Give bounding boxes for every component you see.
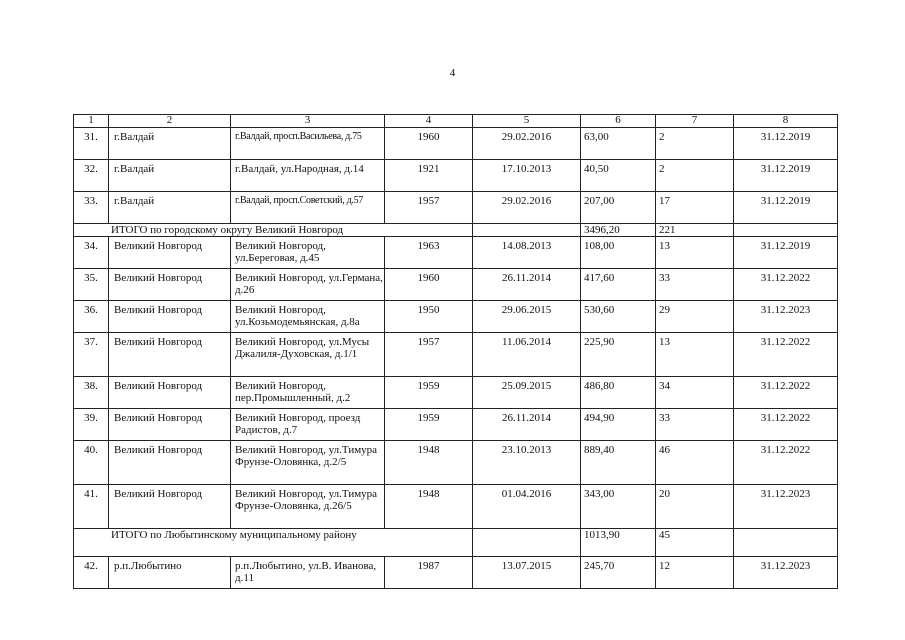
table-row xyxy=(74,269,838,301)
total-row xyxy=(74,224,838,237)
date-cell: 26.11.2014 xyxy=(473,269,581,301)
deadline-cell: 31.12.2022 xyxy=(734,269,838,301)
count-cell: 20 xyxy=(656,485,734,529)
address-cell: Великий Новгород, проезд Радистов, д.7 xyxy=(231,409,385,441)
header-cell: 4 xyxy=(385,115,473,128)
header-cell: 5 xyxy=(473,115,581,128)
date-cell: 26.11.2014 xyxy=(473,409,581,441)
total-empty xyxy=(473,529,581,557)
total-area: 3496,20 xyxy=(581,224,656,237)
row-number: 41. xyxy=(74,485,109,529)
row-number: 35. xyxy=(74,269,109,301)
date-cell: 17.10.2013 xyxy=(473,160,581,192)
table-row xyxy=(74,409,838,441)
deadline-cell: 31.12.2022 xyxy=(734,377,838,409)
area-cell: 530,60 xyxy=(581,301,656,333)
total-empty xyxy=(473,224,581,237)
year-cell: 1963 xyxy=(385,237,473,269)
total-count: 45 xyxy=(656,529,734,557)
area-cell: 245,70 xyxy=(581,557,656,589)
count-cell: 12 xyxy=(656,557,734,589)
header-cell: 1 xyxy=(74,115,109,128)
year-cell: 1959 xyxy=(385,377,473,409)
count-cell: 33 xyxy=(656,409,734,441)
year-cell: 1959 xyxy=(385,409,473,441)
housing-table xyxy=(73,114,838,589)
settlement-cell: Великий Новгород xyxy=(109,333,231,377)
table-row xyxy=(74,377,838,409)
year-cell: 1950 xyxy=(385,301,473,333)
table-row xyxy=(74,128,838,160)
address-cell: Великий Новгород, ул.Козьмодемьянская, д.8а xyxy=(231,301,385,333)
date-cell: 29.02.2016 xyxy=(473,128,581,160)
row-number: 38. xyxy=(74,377,109,409)
year-cell: 1960 xyxy=(385,269,473,301)
address-cell: г.Валдай, ул.Народная, д.14 xyxy=(231,160,385,192)
area-cell: 108,00 xyxy=(581,237,656,269)
header-cell: 8 xyxy=(734,115,838,128)
address-cell: Великий Новгород, ул.Тимура Фрунзе-Оловянка, д.2/5 xyxy=(231,441,385,485)
deadline-cell: 31.12.2022 xyxy=(734,409,838,441)
total-label: ИТОГО по Любытинскому муниципальному району xyxy=(74,529,473,557)
settlement-cell: Великий Новгород xyxy=(109,441,231,485)
table-row xyxy=(74,441,838,485)
row-number: 37. xyxy=(74,333,109,377)
header-cell: 7 xyxy=(656,115,734,128)
area-cell: 417,60 xyxy=(581,269,656,301)
address-cell: Великий Новгород, пер.Промышленный, д.2 xyxy=(231,377,385,409)
settlement-cell: г.Валдай xyxy=(109,160,231,192)
date-cell: 29.02.2016 xyxy=(473,192,581,224)
area-cell: 225,90 xyxy=(581,333,656,377)
count-cell: 46 xyxy=(656,441,734,485)
count-cell: 17 xyxy=(656,192,734,224)
deadline-cell: 31.12.2023 xyxy=(734,557,838,589)
row-number: 33. xyxy=(74,192,109,224)
area-cell: 40,50 xyxy=(581,160,656,192)
deadline-cell: 31.12.2019 xyxy=(734,237,838,269)
row-number: 40. xyxy=(74,441,109,485)
area-cell: 486,80 xyxy=(581,377,656,409)
year-cell: 1948 xyxy=(385,441,473,485)
deadline-cell: 31.12.2023 xyxy=(734,485,838,529)
address-cell: р.п.Любытино, ул.В. Иванова, д.11 xyxy=(231,557,385,589)
count-cell: 2 xyxy=(656,128,734,160)
settlement-cell: Великий Новгород xyxy=(109,377,231,409)
row-number: 39. xyxy=(74,409,109,441)
deadline-cell: 31.12.2022 xyxy=(734,441,838,485)
date-cell: 13.07.2015 xyxy=(473,557,581,589)
count-cell: 2 xyxy=(656,160,734,192)
settlement-cell: Великий Новгород xyxy=(109,301,231,333)
settlement-cell: р.п.Любытино xyxy=(109,557,231,589)
count-cell: 13 xyxy=(656,237,734,269)
area-cell: 343,00 xyxy=(581,485,656,529)
total-empty xyxy=(734,224,838,237)
total-area: 1013,90 xyxy=(581,529,656,557)
settlement-cell: Великий Новгород xyxy=(109,409,231,441)
date-cell: 01.04.2016 xyxy=(473,485,581,529)
address-cell: Великий Новгород, ул.Тимура Фрунзе-Оловянка, д.26/5 xyxy=(231,485,385,529)
date-cell: 23.10.2013 xyxy=(473,441,581,485)
address-cell: г.Валдай, просп.Советский, д.57 xyxy=(231,192,385,224)
count-cell: 33 xyxy=(656,269,734,301)
settlement-cell: г.Валдай xyxy=(109,128,231,160)
row-number: 34. xyxy=(74,237,109,269)
row-number: 32. xyxy=(74,160,109,192)
row-number: 36. xyxy=(74,301,109,333)
total-label: ИТОГО по городскому округу Великий Новгород xyxy=(74,224,473,237)
settlement-cell: Великий Новгород xyxy=(109,485,231,529)
date-cell: 25.09.2015 xyxy=(473,377,581,409)
header-cell: 6 xyxy=(581,115,656,128)
settlement-cell: Великий Новгород xyxy=(109,237,231,269)
table-row xyxy=(74,485,838,529)
year-cell: 1957 xyxy=(385,333,473,377)
area-cell: 207,00 xyxy=(581,192,656,224)
table-row xyxy=(74,301,838,333)
header-cell: 2 xyxy=(109,115,231,128)
year-cell: 1987 xyxy=(385,557,473,589)
deadline-cell: 31.12.2019 xyxy=(734,128,838,160)
total-empty xyxy=(734,529,838,557)
row-number: 31. xyxy=(74,128,109,160)
address-cell: Великий Новгород, ул.Мусы Джалиля-Духовская, д.1/1 xyxy=(231,333,385,377)
count-cell: 34 xyxy=(656,377,734,409)
year-cell: 1948 xyxy=(385,485,473,529)
table-row xyxy=(74,557,838,589)
settlement-cell: Великий Новгород xyxy=(109,269,231,301)
date-cell: 29.06.2015 xyxy=(473,301,581,333)
total-row xyxy=(74,529,838,557)
table-row xyxy=(74,160,838,192)
table-row xyxy=(74,333,838,377)
area-cell: 889,40 xyxy=(581,441,656,485)
count-cell: 13 xyxy=(656,333,734,377)
date-cell: 14.08.2013 xyxy=(473,237,581,269)
address-cell: Великий Новгород, ул.Германа, д.26 xyxy=(231,269,385,301)
row-number: 42. xyxy=(74,557,109,589)
table-row xyxy=(74,192,838,224)
settlement-cell: г.Валдай xyxy=(109,192,231,224)
deadline-cell: 31.12.2023 xyxy=(734,301,838,333)
year-cell: 1957 xyxy=(385,192,473,224)
deadline-cell: 31.12.2019 xyxy=(734,160,838,192)
header-row xyxy=(74,115,838,128)
area-cell: 494,90 xyxy=(581,409,656,441)
deadline-cell: 31.12.2019 xyxy=(734,192,838,224)
date-cell: 11.06.2014 xyxy=(473,333,581,377)
table-row xyxy=(74,237,838,269)
page-number: 4 xyxy=(449,67,456,79)
year-cell: 1960 xyxy=(385,128,473,160)
year-cell: 1921 xyxy=(385,160,473,192)
address-cell: Великий Новгород, ул.Береговая, д.45 xyxy=(231,237,385,269)
deadline-cell: 31.12.2022 xyxy=(734,333,838,377)
total-count: 221 xyxy=(656,224,734,237)
count-cell: 29 xyxy=(656,301,734,333)
address-cell: г.Валдай, просп.Васильева, д.75 xyxy=(231,128,385,160)
header-cell: 3 xyxy=(231,115,385,128)
area-cell: 63,00 xyxy=(581,128,656,160)
